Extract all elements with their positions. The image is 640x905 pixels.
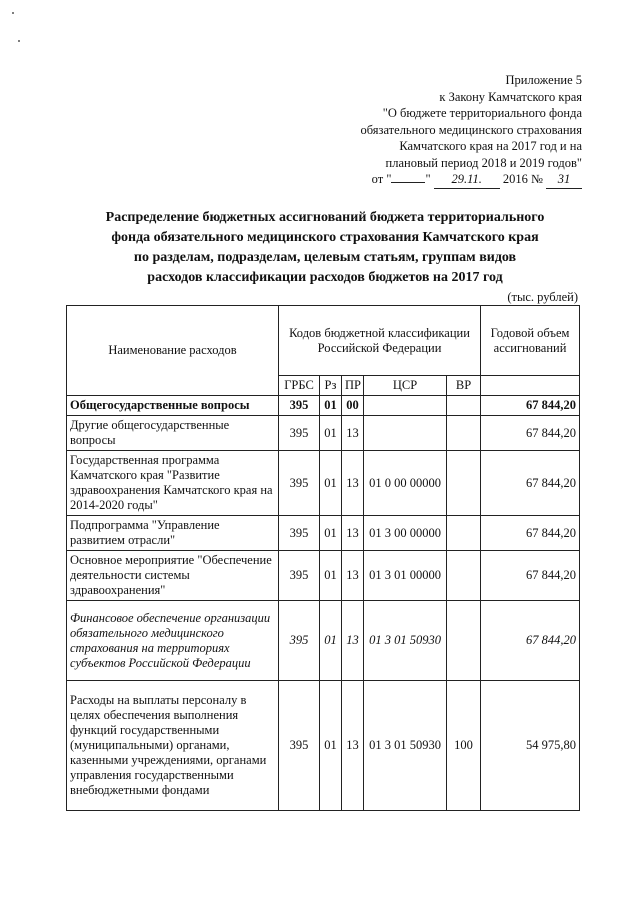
- row-pr: 13: [342, 601, 364, 681]
- row-vr: [447, 516, 481, 551]
- row-csr: 01 3 00 00000: [364, 516, 447, 551]
- row-vr: [447, 396, 481, 416]
- date-year: 2016 №: [502, 172, 543, 186]
- header-amount-blank: [481, 376, 580, 396]
- row-rz: 01: [320, 396, 342, 416]
- row-vr: [447, 416, 481, 451]
- law-number-handwritten: 31: [546, 171, 582, 189]
- row-csr: 01 3 01 50930: [364, 681, 447, 811]
- appendix-line: Приложение 5: [505, 73, 582, 87]
- row-name: Другие общегосударственные вопросы: [67, 416, 279, 451]
- appendix-line: Камчатского края на 2017 год и на: [399, 139, 582, 153]
- row-grbs: 395: [279, 601, 320, 681]
- row-name: Финансовое обеспечение организации обязательного медицинского страхования на территориях субъектов Российской Федерации: [67, 601, 279, 681]
- row-amount: 67 844,20: [481, 396, 580, 416]
- row-name: Основное мероприятие "Обеспечение деятельности системы здравоохранения": [67, 551, 279, 601]
- appendix-line: к Закону Камчатского края: [439, 89, 582, 104]
- row-grbs: 395: [279, 681, 320, 811]
- row-pr: 13: [342, 451, 364, 516]
- row-pr: 13: [342, 416, 364, 451]
- table-row: [67, 551, 580, 601]
- header-rz: Рз: [320, 376, 342, 396]
- title-line: по разделам, подразделам, целевым статьям, группам видов: [133, 250, 517, 265]
- row-rz: 01: [320, 416, 342, 451]
- row-grbs: 395: [279, 516, 320, 551]
- table-row: [67, 516, 580, 551]
- appendix-line: обязательного медицинского страхования: [360, 122, 582, 137]
- row-csr: 01 3 01 00000: [364, 551, 447, 601]
- row-amount: 67 844,20: [481, 551, 580, 601]
- units-label: (тыс. рублей): [507, 290, 578, 304]
- row-rz: 01: [320, 516, 342, 551]
- title-line: Распределение бюджетных ассигнований бюджета территориального: [105, 210, 545, 225]
- row-csr: 01 3 01 50930: [364, 601, 447, 681]
- row-grbs: 395: [279, 416, 320, 451]
- row-rz: 01: [320, 681, 342, 811]
- row-csr: [364, 396, 447, 416]
- header-amount: Годовой объем ассигнований: [481, 306, 580, 376]
- row-vr: [447, 451, 481, 516]
- row-grbs: 395: [279, 551, 320, 601]
- appendix-line: плановый период 2018 и 2019 годов": [385, 155, 582, 170]
- header-pr: ПР: [342, 376, 364, 396]
- row-name: Общегосударственные вопросы: [67, 396, 279, 416]
- row-csr: [364, 416, 447, 451]
- table-row: [67, 396, 580, 416]
- table-row: [67, 681, 580, 811]
- row-pr: 13: [342, 551, 364, 601]
- title-line: расходов классификации расходов бюджетов на 2017 год: [147, 270, 503, 285]
- row-vr: 100: [447, 681, 481, 811]
- row-amount: 67 844,20: [481, 516, 580, 551]
- table-row: [67, 416, 580, 451]
- header-grbs: ГРБС: [279, 376, 320, 396]
- header-csr: ЦСР: [364, 376, 447, 396]
- row-vr: [447, 551, 481, 601]
- appendix-line: "О бюджете территориального фонда: [382, 106, 582, 120]
- row-pr: 13: [342, 681, 364, 811]
- date-prefix: от ": [371, 172, 392, 186]
- row-rz: 01: [320, 601, 342, 681]
- row-amount: 67 844,20: [481, 416, 580, 451]
- table-row: [67, 451, 580, 516]
- date-day-blank: [391, 182, 425, 183]
- row-grbs: 395: [279, 396, 320, 416]
- row-pr: 13: [342, 516, 364, 551]
- row-amount: 67 844,20: [481, 601, 580, 681]
- row-name: Подпрограмма "Управление развитием отрасли": [67, 516, 279, 551]
- date-line: [262, 171, 582, 189]
- row-name: Государственная программа Камчатского края "Развитие здравоохранения Камчатского края на 2014-2020 годы": [67, 451, 279, 516]
- row-amount: 67 844,20: [481, 451, 580, 516]
- header-codes: Кодов бюджетной классификации Российской Федерации: [279, 306, 481, 376]
- table-header-row: [67, 306, 580, 376]
- row-amount: 54 975,80: [481, 681, 580, 811]
- row-rz: 01: [320, 451, 342, 516]
- date-mid: ": [425, 172, 431, 186]
- scan-speck: [12, 12, 14, 14]
- budget-table: [66, 305, 580, 811]
- header-vr: ВР: [447, 376, 481, 396]
- row-csr: 01 0 00 00000: [364, 451, 447, 516]
- appendix-block: [262, 72, 582, 189]
- document-title: [70, 208, 580, 288]
- row-vr: [447, 601, 481, 681]
- table-row: [67, 601, 580, 681]
- scan-speck: [18, 40, 20, 42]
- row-grbs: 395: [279, 451, 320, 516]
- date-month-handwritten: 29.11.: [434, 171, 500, 189]
- row-name: Расходы на выплаты персоналу в целях обеспечения выполнения функций государственными (муниципальными) органами, казенными учреждениями, органами управления государственными внебюджетными фондами: [67, 681, 279, 811]
- header-name: Наименование расходов: [67, 306, 279, 396]
- title-line: фонда обязательного медицинского страхования Камчатского края: [111, 230, 539, 245]
- row-pr: 00: [342, 396, 364, 416]
- row-rz: 01: [320, 551, 342, 601]
